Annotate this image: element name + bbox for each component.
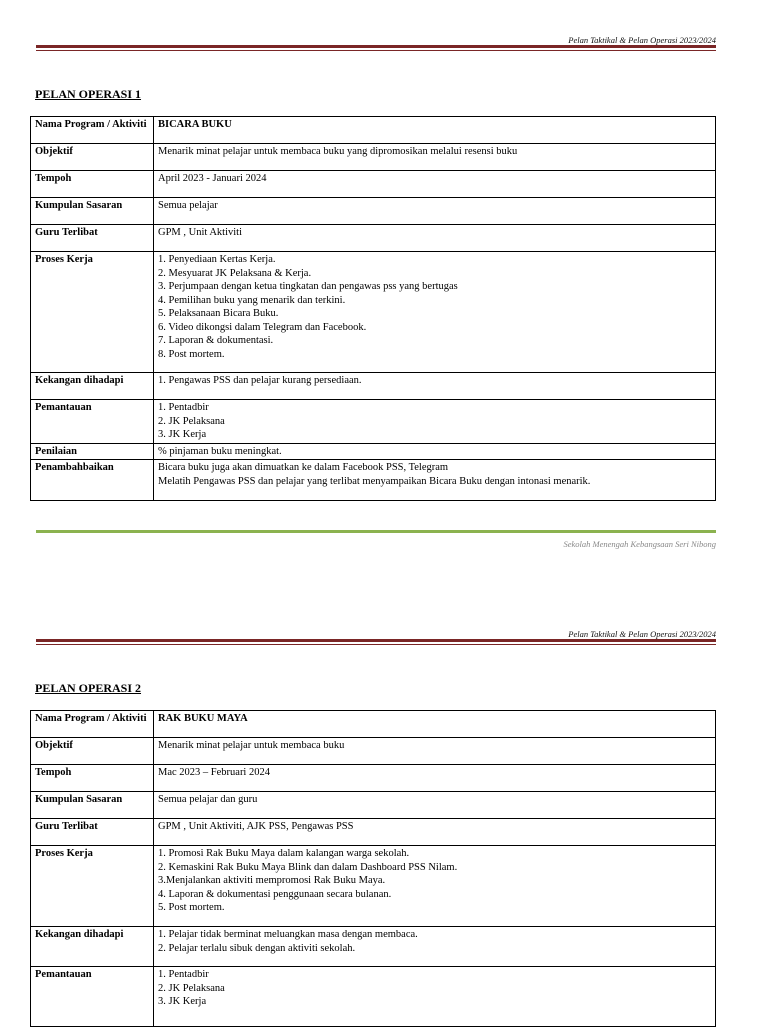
value-line: 2. Pelajar terlalu sibuk dengan aktiviti sekolah.: [158, 942, 356, 954]
value-line: Semua pelajar: [158, 200, 218, 211]
row-label: Kumpulan Sasaran: [31, 198, 154, 225]
value-line: Menarik minat pelajar untuk membaca buku yang dipromosikan melalui resensi buku: [158, 146, 518, 157]
value-line: Semua pelajar dan guru: [158, 794, 258, 805]
row-value: [154, 117, 716, 144]
row-label: Pemantauan: [31, 967, 154, 1027]
row-value: [154, 144, 716, 171]
row-label: Kekangan dihadapi: [31, 927, 154, 967]
value-line: 1. Promosi Rak Buku Maya dalam kalangan warga sekolah.: [158, 848, 410, 859]
row-value: [154, 792, 716, 819]
value-line: 2. Kemaskini Rak Buku Maya Blink dan dalam Dashboard PSS Nilam.: [158, 861, 458, 873]
row-value: [154, 400, 716, 444]
value-line: 6. Video dikongsi dalam Telegram dan Facebook.: [158, 321, 367, 333]
value-line: 8. Post mortem.: [158, 348, 225, 360]
table-row: [31, 400, 716, 444]
header-rule-thin: [36, 50, 716, 51]
table-row: [31, 443, 716, 460]
plan-table: [30, 710, 716, 1027]
row-label: Kumpulan Sasaran: [31, 792, 154, 819]
table-row: [31, 252, 716, 373]
page-header-text: Pelan Taktikal & Pelan Operasi 2023/2024: [568, 629, 716, 639]
row-label: Penambahbaikan: [31, 460, 154, 501]
value-line: Menarik minat pelajar untuk membaca buku: [158, 740, 345, 751]
table-row: [31, 711, 716, 738]
value-line: 1. Penyediaan Kertas Kerja.: [158, 254, 276, 265]
row-label: Nama Program / Aktiviti: [31, 711, 154, 738]
value-line: Bicara buku juga akan dimuatkan ke dalam Facebook PSS, Telegram: [158, 462, 449, 473]
value-line: GPM , Unit Aktiviti: [158, 227, 243, 238]
value-line: 2. JK Pelaksana: [158, 982, 225, 994]
row-value: [154, 967, 716, 1027]
row-label: Guru Terlibat: [31, 819, 154, 846]
row-value: [154, 198, 716, 225]
table-row: [31, 792, 716, 819]
value-line: RAK BUKU MAYA: [158, 713, 248, 724]
value-line: Melatih Pengawas PSS dan pelajar yang terlibat menyampaikan Bicara Buku dengan intonasi menarik.: [158, 475, 591, 487]
row-label: Proses Kerja: [31, 846, 154, 927]
value-line: April 2023 - Januari 2024: [158, 173, 267, 184]
page-header-text: Pelan Taktikal & Pelan Operasi 2023/2024: [568, 35, 716, 45]
table-row: [31, 819, 716, 846]
value-line: 3. JK Kerja: [158, 996, 207, 1007]
row-label: Tempoh: [31, 765, 154, 792]
value-line: 1. Pentadbir: [158, 969, 209, 980]
table-row: [31, 198, 716, 225]
row-value: [154, 373, 716, 400]
table-row: [31, 967, 716, 1027]
value-line: 7. Laporan & dokumentasi.: [158, 335, 274, 346]
row-label: Guru Terlibat: [31, 225, 154, 252]
row-value: [154, 171, 716, 198]
table-row: [31, 460, 716, 501]
footer-rule: [36, 530, 716, 533]
table-row: [31, 765, 716, 792]
row-value: [154, 460, 716, 501]
value-line: 3.Menjalankan aktiviti mempromosi Rak Buku Maya.: [158, 875, 386, 886]
row-value: [154, 711, 716, 738]
row-label: Proses Kerja: [31, 252, 154, 373]
plan-title: PELAN OPERASI 2: [35, 681, 142, 695]
row-label: Penilaian: [31, 443, 154, 460]
table-row: [31, 927, 716, 967]
table-row: [31, 171, 716, 198]
header-rule: [36, 45, 716, 48]
row-label: Objektif: [31, 144, 154, 171]
row-value: [154, 443, 716, 460]
row-label: Nama Program / Aktiviti: [31, 117, 154, 144]
row-label: Kekangan dihadapi: [31, 373, 154, 400]
row-value: [154, 765, 716, 792]
value-line: 5. Post mortem.: [158, 902, 225, 913]
table-row: [31, 117, 716, 144]
row-label: Objektif: [31, 738, 154, 765]
value-line: 4. Pemilihan buku yang menarik dan terkini.: [158, 294, 346, 306]
document-page-2: [0, 600, 768, 1024]
value-line: 2. JK Pelaksana: [158, 415, 225, 427]
row-value: [154, 738, 716, 765]
row-label: Tempoh: [31, 171, 154, 198]
row-value: [154, 927, 716, 967]
table-row: [31, 225, 716, 252]
row-value: [154, 846, 716, 927]
row-label: Pemantauan: [31, 400, 154, 444]
table-row: [31, 373, 716, 400]
value-line: 3. Perjumpaan dengan ketua tingkatan dan pengawas pss yang bertugas: [158, 281, 458, 292]
value-line: % pinjaman buku meningkat.: [158, 445, 282, 457]
header-rule: [36, 639, 716, 642]
value-line: 1. Pelajar tidak berminat meluangkan masa dengan membaca.: [158, 929, 418, 940]
row-value: [154, 225, 716, 252]
plan-table: [30, 116, 716, 501]
value-line: 4. Laporan & dokumentasi penggunaan secara bulanan.: [158, 888, 392, 900]
value-line: GPM , Unit Aktiviti, AJK PSS, Pengawas PSS: [158, 821, 354, 832]
table-row: [31, 846, 716, 927]
table-row: [31, 144, 716, 171]
plan-title: PELAN OPERASI 1: [35, 87, 142, 101]
value-line: 1. Pengawas PSS dan pelajar kurang persediaan.: [158, 375, 362, 386]
row-value: [154, 819, 716, 846]
value-line: 2. Mesyuarat JK Pelaksana & Kerja.: [158, 267, 312, 279]
value-line: BICARA BUKU: [158, 119, 232, 130]
value-line: 3. JK Kerja: [158, 429, 207, 440]
value-line: 5. Pelaksanaan Bicara Buku.: [158, 308, 279, 319]
value-line: 1. Pentadbir: [158, 402, 209, 413]
header-rule-thin: [36, 644, 716, 645]
table-row: [31, 738, 716, 765]
row-value: [154, 252, 716, 373]
value-line: Mac 2023 – Februari 2024: [158, 767, 270, 778]
page-footer-text: Sekolah Menengah Kebangsaan Seri Nibong: [563, 539, 716, 549]
